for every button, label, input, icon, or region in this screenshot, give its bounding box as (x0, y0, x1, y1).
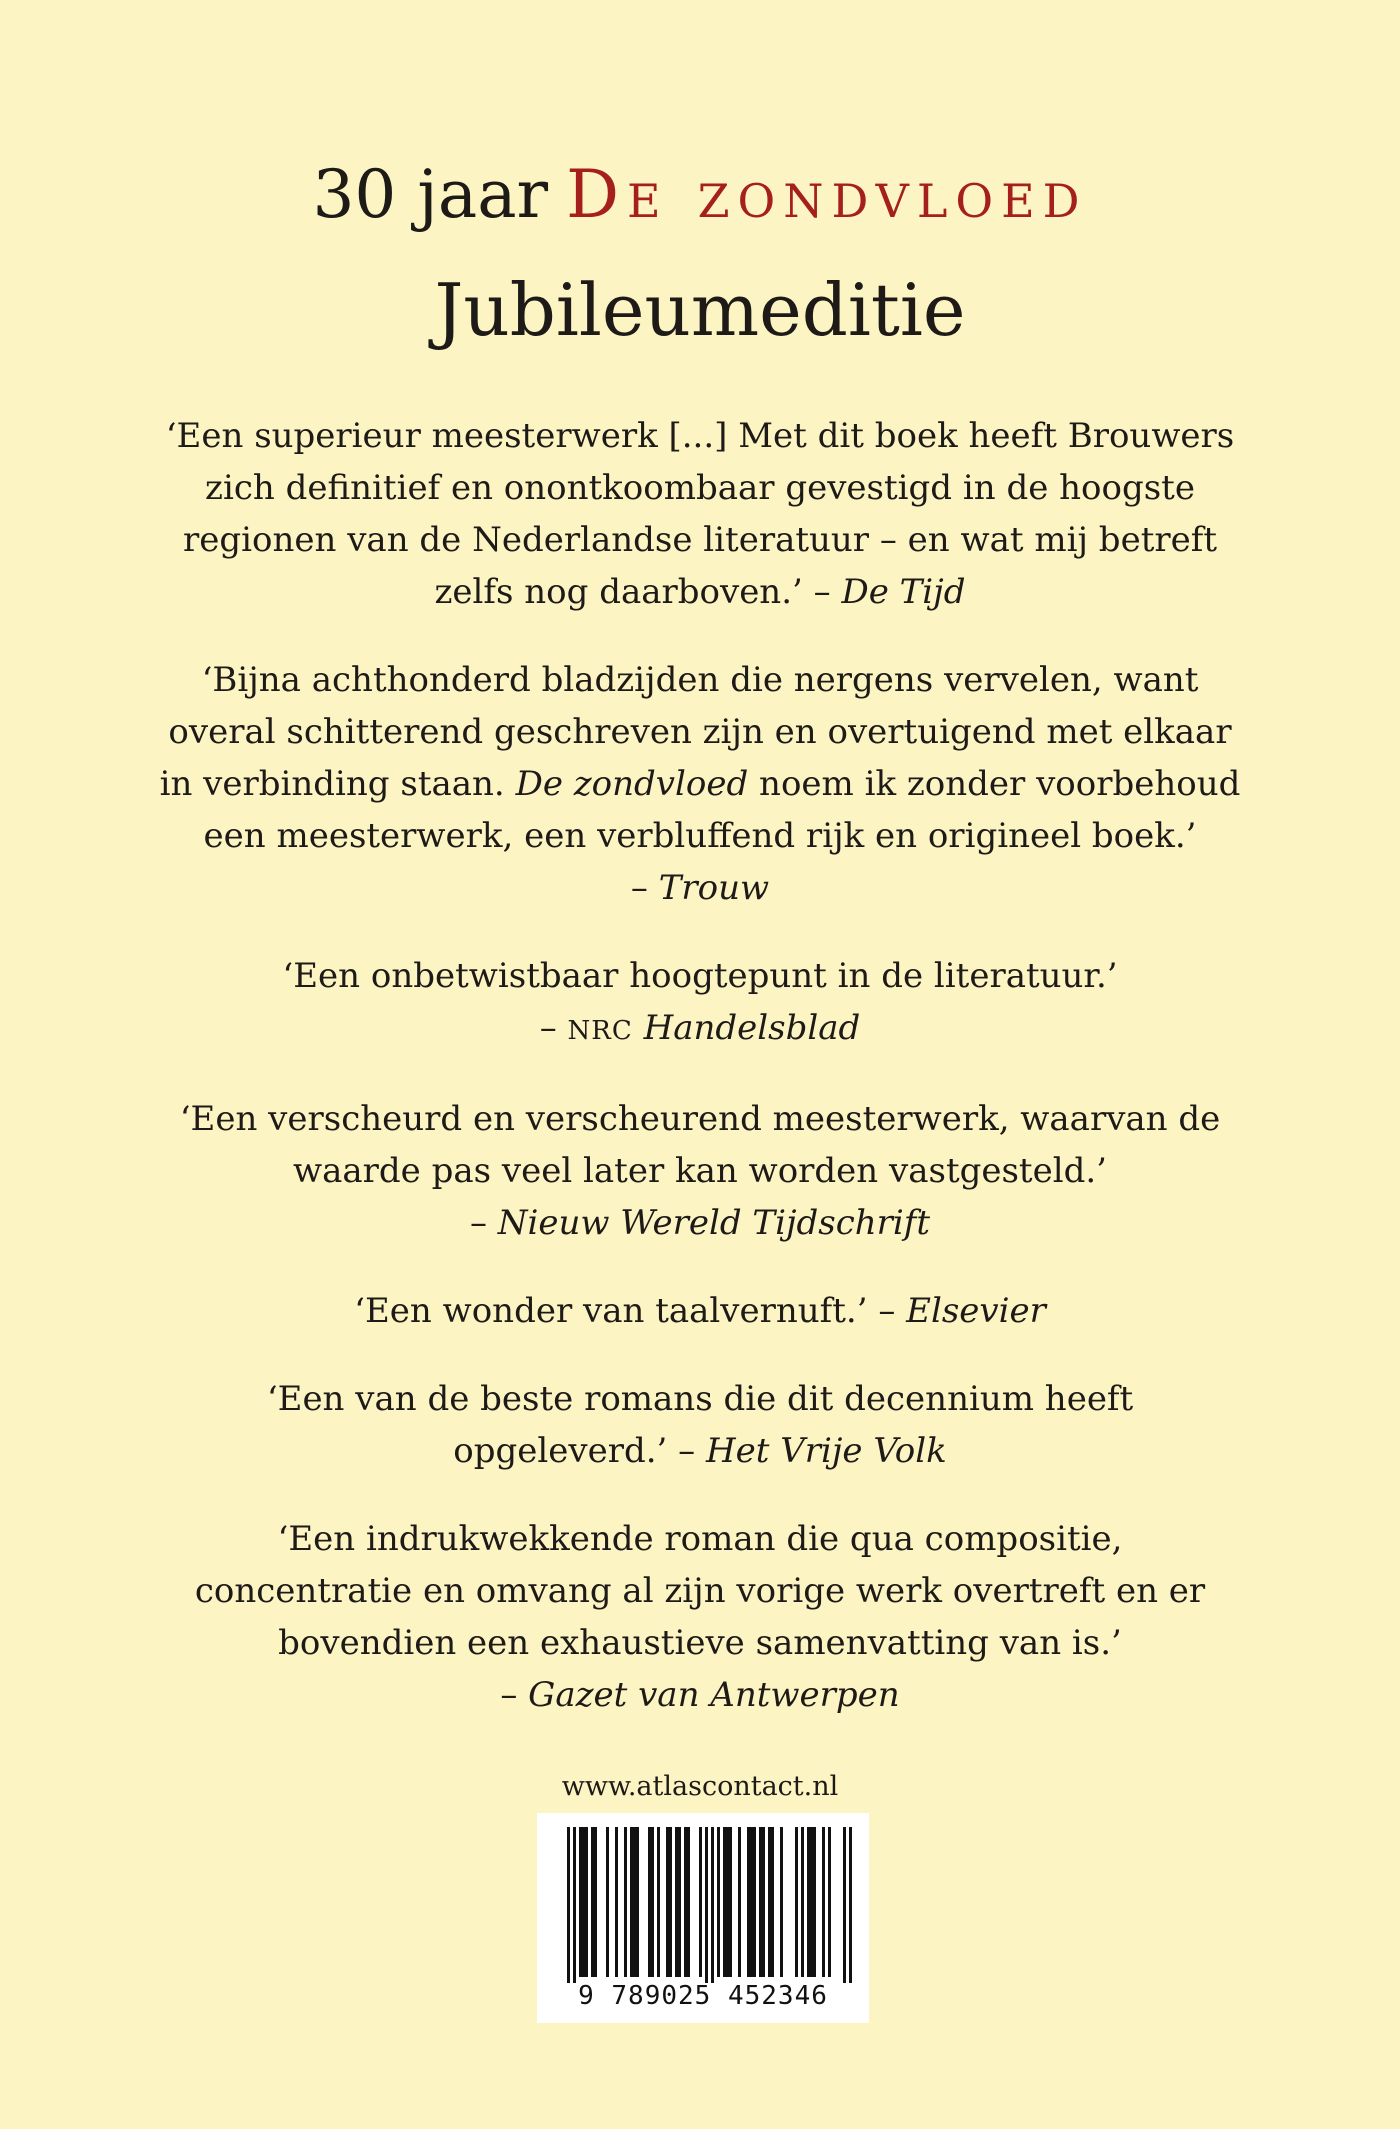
quote-source: Handelsblad (632, 1008, 861, 1048)
barcode-bar (636, 1827, 639, 1977)
quote-line: zich definitief en onontkoombaar gevestigd in de hoogste (205, 468, 1195, 508)
review-quote-het-vrije-volk (150, 1373, 1250, 1477)
review-quote-nieuw-wereld (150, 1093, 1250, 1249)
barcode-bar (666, 1827, 669, 1977)
quote-line: ‘Een superieur meesterwerk [...] Met dit boek heeft Brouwers (165, 416, 1235, 456)
quote-line: ‘Een verscheurd en verscheurend meesterwerk, waarvan de (179, 1099, 1221, 1139)
barcode-bar (843, 1827, 846, 1983)
barcode-bar (699, 1827, 702, 1977)
quote-line: bovendien een exhaustieve samenvatting van is.’ (278, 1623, 1122, 1663)
barcode-bar (678, 1827, 681, 1977)
quote-line (150, 1669, 1250, 1721)
anniversary-prefix: 30 jaar (312, 156, 549, 233)
isbn-digits: 9 789025 452346 (578, 1981, 828, 2011)
quote-line: ‘Een onbetwistbaar hoogtepunt in de literatuur.’ (282, 956, 1118, 996)
quote-source: De Tijd (841, 572, 966, 612)
quote-text: opgeleverd.’ – (453, 1431, 706, 1471)
barcode-bar (582, 1827, 585, 1977)
quote-dash: – (469, 1203, 498, 1243)
quote-source: Trouw (658, 868, 770, 908)
quote-line: concentratie en omvang al zijn vorige werk overtreft en er (194, 1571, 1206, 1611)
barcode-bar (723, 1827, 726, 1977)
isbn-barcode (537, 1813, 869, 2023)
review-quote-trouw (150, 654, 1250, 914)
barcode-bar (657, 1827, 660, 1977)
barcode-bar (810, 1827, 813, 1977)
book-title: De zondvloed (566, 156, 1088, 233)
barcode-bar (759, 1827, 762, 1977)
quote-line (150, 862, 1250, 914)
quote-line: een meesterwerk, een verbluffend rijk en origineel boek.’ (203, 816, 1197, 856)
barcode-bar (684, 1827, 687, 1977)
quote-line (150, 566, 1250, 618)
barcode-bar (717, 1827, 720, 1977)
barcode-bar (606, 1827, 609, 1977)
quote-text: noem ik zonder voorbehoud (748, 764, 1241, 804)
quote-line (150, 1285, 1250, 1337)
barcode-bar (738, 1827, 741, 1977)
barcode-bar (768, 1827, 771, 1977)
quote-line: ‘Een van de beste romans die dit decennium heeft (266, 1379, 1134, 1419)
quote-line: waarde pas veel later kan worden vastgesteld.’ (293, 1151, 1107, 1191)
barcode-bar (594, 1827, 597, 1977)
barcode-bar (669, 1827, 672, 1977)
barcode-bar (753, 1827, 756, 1977)
barcode-bar (633, 1827, 636, 1977)
publisher-website: www.atlascontact.nl (561, 1771, 839, 1802)
review-quotes (150, 410, 1250, 1757)
barcode-bar (849, 1827, 852, 1983)
barcode-bar (750, 1827, 753, 1977)
quote-line: overal schitterend geschreven zijn en overtuigend met elkaar (168, 712, 1232, 752)
barcode-bar (711, 1827, 714, 1983)
quote-text: in verbinding staan. (159, 764, 516, 804)
barcode-bar (687, 1827, 690, 1977)
barcode-bar (615, 1827, 618, 1977)
barcode-bar (573, 1827, 576, 1983)
quote-line: regionen van de Nederlandse literatuur – en wat mij betreft (183, 520, 1217, 560)
review-quote-elsevier (150, 1285, 1250, 1337)
barcode-bar (801, 1827, 804, 1977)
quote-line: ‘Bijna achthonderd bladzijden die nergens vervelen, want (201, 660, 1199, 700)
quote-line (150, 758, 1250, 810)
barcode-bar (585, 1827, 588, 1977)
barcode-bar (648, 1827, 651, 1977)
review-quote-de-tijd (150, 410, 1250, 618)
barcode-bar (747, 1827, 750, 1977)
quote-line (150, 1425, 1250, 1477)
barcode-bar (807, 1827, 810, 1977)
barcode-bar (828, 1827, 831, 1977)
quote-text: ‘Een wonder van taalvernuft.’ – (354, 1291, 907, 1331)
review-quote-gazet-van-antwerpen (150, 1513, 1250, 1721)
quote-line: ‘Een indrukwekkende roman die qua compositie, (277, 1519, 1123, 1559)
barcode-bar (705, 1827, 708, 1983)
quote-line (150, 1197, 1250, 1249)
barcode-bar (762, 1827, 765, 1977)
barcode-bar (651, 1827, 654, 1977)
quote-dash: – (630, 868, 659, 908)
barcode-bar (624, 1827, 627, 1977)
review-quote-nrc (150, 950, 1250, 1057)
barcode-bar (591, 1827, 594, 1977)
barcode-bar (780, 1827, 783, 1977)
anniversary-title (0, 150, 1400, 240)
quote-dash: – (539, 1008, 568, 1048)
barcode-bar (813, 1827, 816, 1977)
edition-title: Jubileumeditie (434, 268, 966, 352)
barcode-bar (726, 1827, 729, 1977)
barcode-bar (675, 1827, 678, 1977)
quote-source: Het Vrije Volk (705, 1431, 947, 1471)
barcode-bar (771, 1827, 774, 1977)
quote-source: Gazet van Antwerpen (528, 1675, 900, 1715)
barcode-bar (822, 1827, 825, 1977)
quote-source: Elsevier (906, 1291, 1046, 1331)
barcode-bars (537, 1813, 869, 1983)
barcode-bar (795, 1827, 798, 1977)
barcode-bar (579, 1827, 582, 1977)
barcode-bar (630, 1827, 633, 1977)
quote-dash: – (500, 1675, 529, 1715)
quote-source: Nieuw Wereld Tijdschrift (497, 1203, 931, 1243)
quote-book-title: De zondvloed (515, 764, 749, 804)
quote-source-prefix: NRC (567, 1016, 633, 1046)
barcode-bar (567, 1827, 570, 1983)
quote-text: zelfs nog daarboven.’ – (434, 572, 842, 612)
barcode-bar (729, 1827, 732, 1977)
quote-line (150, 1002, 1250, 1057)
